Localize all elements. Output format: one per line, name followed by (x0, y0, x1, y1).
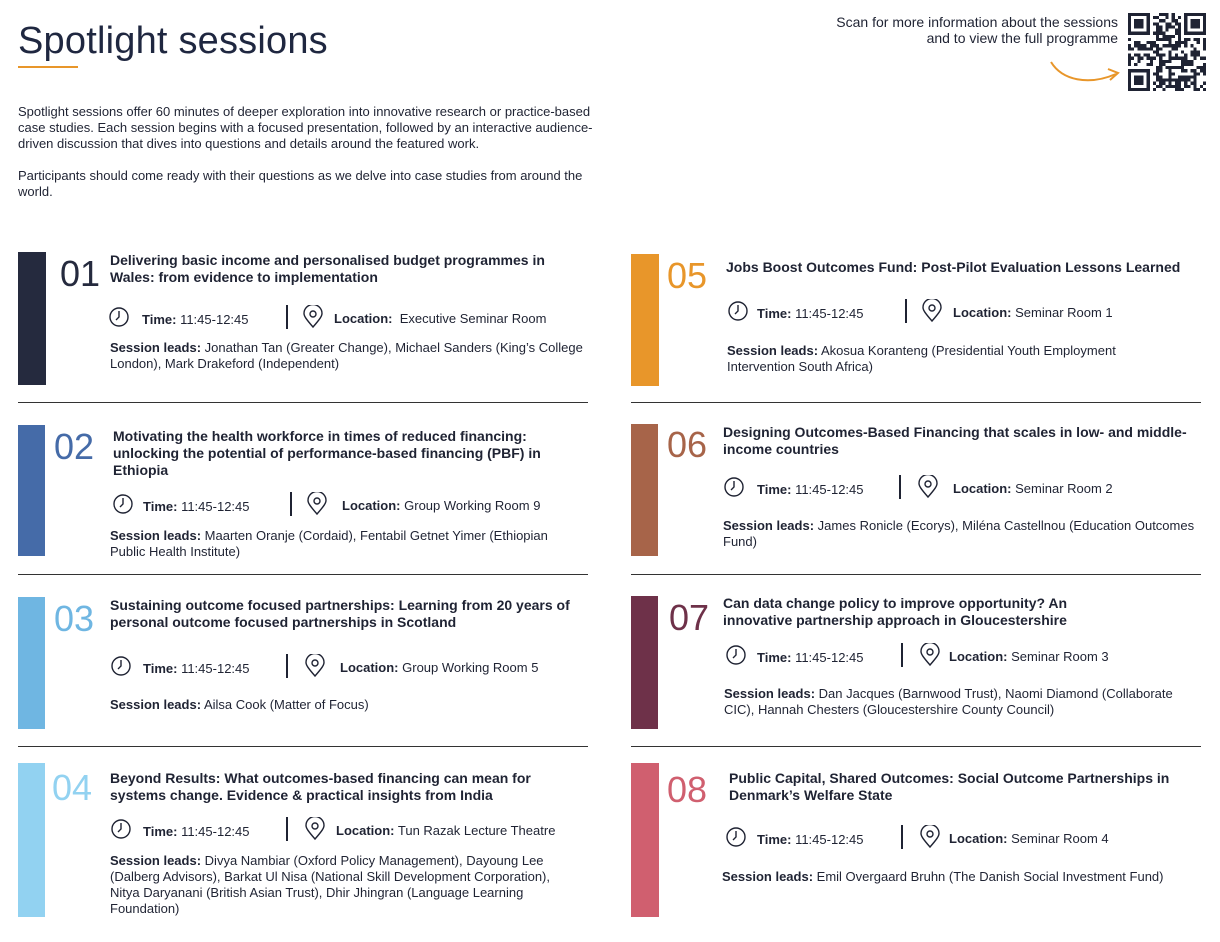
session-title: Designing Outcomes-Based Financing that scales in low- and middle-income countries (723, 424, 1187, 457)
location-pin-icon (302, 305, 324, 329)
session-time: 11:45-12:45 (181, 824, 250, 839)
session-color-bar (18, 252, 46, 385)
session-color-bar (631, 596, 658, 729)
title-underline (18, 66, 78, 68)
clock-icon (108, 306, 130, 328)
leads-label: Session leads: (727, 343, 819, 358)
session-meta (725, 826, 1195, 850)
session-location: Seminar Room 2 (1015, 481, 1113, 496)
meta-divider (286, 654, 288, 678)
session-leads (110, 697, 580, 713)
session-time: 11:45-12:45 (180, 312, 249, 327)
session-number: 06 (667, 424, 708, 465)
session-meta (110, 818, 580, 842)
session-title: Sustaining outcome focused partnerships: Learning from 20 years of personal outcome focused partnerships in Scotland (110, 597, 570, 630)
session-time: 11:45-12:45 (181, 499, 250, 514)
session-number: 08 (667, 769, 708, 810)
session-location: Group Working Room 5 (402, 660, 539, 675)
session-meta (112, 493, 582, 517)
session-card-05 (631, 254, 1201, 388)
location-pin-icon (919, 825, 941, 849)
arrow-icon (1048, 56, 1124, 90)
session-card-02 (18, 425, 588, 559)
intro-text (18, 104, 593, 216)
session-number: 02 (54, 426, 95, 467)
time-label: Time: (757, 650, 792, 665)
location-label: Location: (949, 831, 1008, 846)
session-card-01 (18, 252, 588, 386)
divider (631, 746, 1201, 747)
leads-label: Session leads: (723, 518, 815, 533)
leads-label: Session leads: (724, 686, 816, 701)
session-card-07 (631, 596, 1201, 730)
meta-divider (290, 492, 292, 516)
session-number: 03 (54, 598, 95, 639)
location-label: Location: (953, 481, 1012, 496)
session-meta (110, 655, 580, 679)
session-card-03 (18, 597, 588, 731)
meta-divider (286, 305, 288, 329)
intro-paragraph: Participants should come ready with their questions as we delve into case studies from around the world. (18, 168, 583, 199)
divider (18, 402, 588, 403)
session-number: 05 (667, 255, 708, 296)
session-time: 11:45-12:45 (181, 661, 250, 676)
session-leads (722, 869, 1192, 885)
meta-divider (901, 643, 903, 667)
meta-divider (905, 299, 907, 323)
session-title: Delivering basic income and personalised budget programmes in Wales: from evidence to implementation (110, 252, 545, 285)
location-pin-icon (917, 475, 939, 499)
time-label: Time: (757, 306, 792, 321)
divider (631, 402, 1201, 403)
session-leads (110, 853, 580, 917)
location-label: Location: (949, 649, 1008, 664)
location-pin-icon (304, 654, 326, 678)
session-title: Jobs Boost Outcomes Fund: Post-Pilot Evaluation Lessons Learned (726, 259, 1181, 275)
session-leads (723, 518, 1197, 550)
session-meta (727, 300, 1197, 324)
intro-paragraph: Spotlight sessions offer 60 minutes of deeper exploration into innovative research or practice-based case studies. Each session begins with a focused presentation, followed by an interactive audience-driven discussion that dives into questions and details around the featured work. (18, 104, 593, 151)
qr-code-icon[interactable] (1128, 13, 1206, 91)
session-leads-names: Emil Overgaard Bruhn (The Danish Social Investment Fund) (816, 869, 1164, 884)
session-meta (725, 644, 1195, 668)
location-label: Location: (334, 311, 393, 326)
session-number: 01 (60, 253, 101, 294)
leads-label: Session leads: (722, 869, 814, 884)
page-title: Spotlight sessions (18, 20, 328, 62)
meta-divider (901, 825, 903, 849)
session-location: Executive Seminar Room (399, 311, 547, 326)
clock-icon (723, 476, 745, 498)
clock-icon (727, 300, 749, 322)
session-title: Can data change policy to improve opportunity? An innovative partnership approach in Gloucestershire (723, 595, 1068, 628)
leads-label: Session leads: (110, 853, 202, 868)
session-location: Seminar Room 4 (1011, 831, 1109, 846)
session-card-08 (631, 763, 1201, 917)
session-location: Seminar Room 1 (1015, 305, 1113, 320)
session-location: Tun Razak Lecture Theatre (397, 823, 556, 838)
session-number: 07 (669, 597, 710, 638)
session-leads (727, 343, 1147, 375)
session-color-bar (631, 254, 659, 386)
session-title: Public Capital, Shared Outcomes: Social Outcome Partnerships in Denmark’s Welfare State (729, 770, 1170, 803)
qr-caption: Scan for more information about the sessions and to view the full programme (836, 14, 1118, 46)
clock-icon (112, 493, 134, 515)
session-time: 11:45-12:45 (795, 832, 864, 847)
time-label: Time: (143, 499, 178, 514)
session-leads (724, 686, 1184, 718)
session-time: 11:45-12:45 (795, 650, 864, 665)
location-pin-icon (919, 643, 941, 667)
clock-icon (725, 826, 747, 848)
session-color-bar (18, 763, 45, 917)
time-label: Time: (757, 482, 792, 497)
divider (631, 574, 1201, 575)
session-location: Seminar Room 3 (1011, 649, 1109, 664)
session-card-06 (631, 424, 1201, 558)
session-location: Group Working Room 9 (404, 498, 541, 513)
time-label: Time: (142, 312, 177, 327)
session-color-bar (18, 597, 45, 729)
clock-icon (110, 655, 132, 677)
location-label: Location: (340, 660, 399, 675)
location-label: Location: (336, 823, 395, 838)
session-number: 04 (52, 767, 93, 808)
location-pin-icon (921, 299, 943, 323)
meta-divider (286, 817, 288, 841)
location-label: Location: (953, 305, 1012, 320)
session-time: 11:45-12:45 (795, 482, 864, 497)
session-leads-names: Jonathan Tan (Greater Change), Michael Sanders (King’s College London), Mark Drakeford (Independent) (110, 340, 583, 371)
session-title: Motivating the health workforce in times of reduced financing: unlocking the potential of performance-based financing (PBF) in Ethiopia (113, 428, 541, 478)
session-color-bar (631, 424, 658, 556)
clock-icon (110, 818, 132, 840)
clock-icon (725, 644, 747, 666)
session-title: Beyond Results: What outcomes-based financing can mean for systems change. Evidence & practical insights from India (110, 770, 531, 803)
session-color-bar (18, 425, 45, 556)
session-meta (723, 476, 1193, 500)
location-pin-icon (304, 817, 326, 841)
session-leads-names: Divya Nambiar (Oxford Policy Management), Dayoung Lee (Dalberg Advisors), Barkat Ul Nisa (National Skill Development Corporation), Nitya Daryanani (British Asian Trust), Dhir Jhingran (Language Learning Foundation) (110, 853, 551, 916)
session-leads-names: James Ronicle (Ecorys), Miléna Castellnou (Education Outcomes Fund) (723, 518, 1195, 549)
divider (18, 746, 588, 747)
session-leads-names: Akosua Koranteng (Presidential Youth Employment Intervention South Africa) (727, 343, 1116, 374)
session-meta (108, 306, 578, 330)
time-label: Time: (143, 661, 178, 676)
session-time: 11:45-12:45 (795, 306, 864, 321)
session-card-04 (18, 763, 588, 917)
leads-label: Session leads: (110, 528, 202, 543)
leads-label: Session leads: (110, 340, 202, 355)
session-leads-names: Ailsa Cook (Matter of Focus) (203, 697, 369, 712)
location-pin-icon (306, 492, 328, 516)
session-color-bar (631, 763, 659, 917)
session-leads (110, 340, 590, 372)
session-leads (110, 528, 570, 560)
meta-divider (899, 475, 901, 499)
session-leads-names: Dan Jacques (Barnwood Trust), Naomi Diamond (Collaborate CIC), Hannah Chesters (Gloucestershire County Council) (724, 686, 1173, 717)
leads-label: Session leads: (110, 697, 202, 712)
location-label: Location: (342, 498, 401, 513)
time-label: Time: (143, 824, 178, 839)
divider (18, 574, 588, 575)
time-label: Time: (757, 832, 792, 847)
session-leads-names: Maarten Oranje (Cordaid), Fentabil Getnet Yimer (Ethiopian Public Health Institute) (110, 528, 548, 559)
